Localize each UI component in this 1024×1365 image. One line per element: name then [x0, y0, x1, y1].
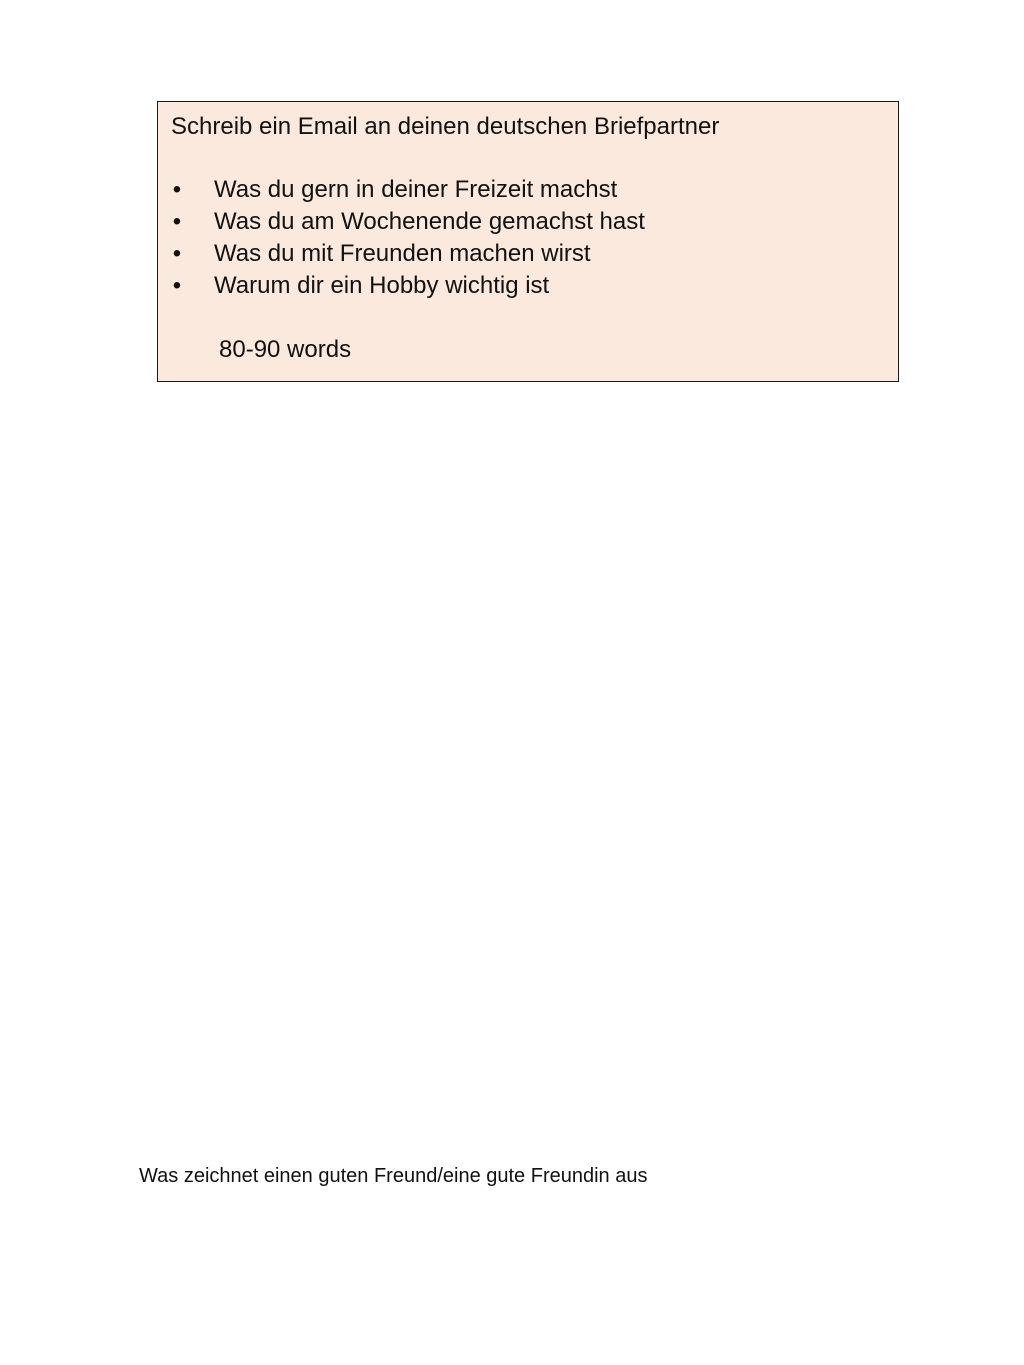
bullet-icon: • [172, 272, 182, 299]
task-box [157, 101, 899, 382]
task-title: Schreib ein Email an deinen deutschen Briefpartner [171, 113, 720, 140]
word-count-label: 80-90 words [219, 336, 352, 363]
bullet-text: Warum dir ein Hobby wichtig ist [214, 272, 550, 299]
bullet-icon: • [172, 240, 182, 267]
question-text: Was zeichnet einen guten Freund/eine gute Freundin aus [139, 1165, 648, 1187]
bullet-text: Was du mit Freunden machen wirst [214, 240, 591, 267]
bullet-icon: • [172, 208, 182, 235]
bullet-text: Was du gern in deiner Freizeit machst [214, 176, 618, 203]
bullet-icon: • [172, 176, 182, 203]
bullet-text: Was du am Wochenende gemachst hast [214, 208, 645, 235]
